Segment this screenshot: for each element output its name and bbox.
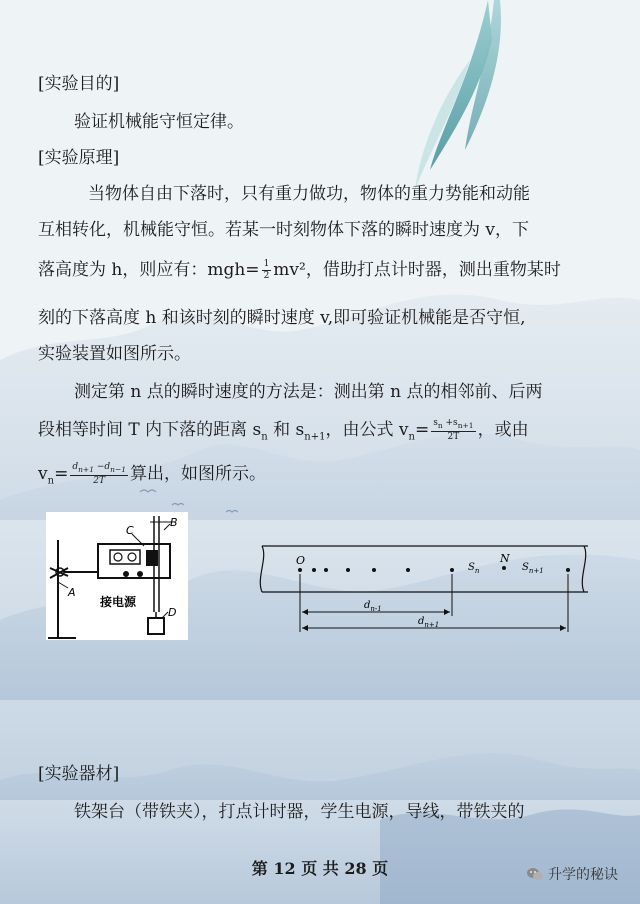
line7-pre: 段相等时间 T 内下落的距离 s [38, 420, 262, 440]
fraction-numerator: 1 [263, 259, 270, 269]
frac-sub-n: n [437, 420, 443, 430]
line8-eq: = [54, 464, 69, 484]
principle-line-7 [38, 418, 529, 449]
half-fraction [262, 259, 272, 282]
power-label: 接电源 [100, 595, 137, 609]
line8-post: 算出，如图所示。 [130, 464, 267, 484]
line3-post: mv²，借助打点计时器，测出重物某时 [273, 260, 561, 280]
sn1-letter: S [522, 562, 529, 573]
principle-heading: [实验原理] [38, 148, 120, 168]
wechat-icon [526, 867, 544, 881]
frac-sub-nm1: n−1 [110, 464, 127, 474]
line7-sub-n: n [261, 431, 268, 443]
dn1-letter: d [364, 600, 371, 611]
line8-sub-n: n [47, 475, 55, 487]
tape-label-sn1 [522, 562, 544, 575]
apparatus-label-a: A [68, 586, 76, 599]
sn-letter: S [468, 562, 475, 573]
tape-label-o: O [296, 554, 306, 567]
frac-s: s [433, 418, 438, 429]
sn1-subscript: n+1 [528, 567, 544, 575]
tape-figure [256, 542, 590, 642]
principle-line-4: 刻的下落高度 h 和该时刻的瞬时速度 v,即可验证机械能是否守恒, [38, 308, 526, 328]
tape-label-dn1 [364, 600, 382, 613]
line7-eq: = [414, 420, 430, 440]
principle-line-2: 互相转化，机械能守恒。若某一时刻物体下落的瞬时速度为 v，下 [38, 220, 530, 240]
line7-mid2: ，由公式 v [325, 420, 409, 440]
principle-line-1: 当物体自由下落时，只有重力做功，物体的重力势能和动能 [88, 184, 530, 204]
line7-post: ，或由 [477, 420, 529, 440]
distance-fraction [70, 462, 128, 487]
dn1-subscript: n-1 [370, 605, 382, 613]
watermark-text: 升学的秘诀 [548, 867, 618, 883]
fraction-denominator: 2 [263, 271, 270, 281]
frac-minus-d: −d [93, 462, 111, 473]
apparatus-label-b: B [170, 516, 178, 529]
line7-sub-n1: n+1 [304, 431, 326, 443]
principle-line-6: 测定第 n 点的瞬时速度的方法是：测出第 n 点的相邻前、后两 [74, 382, 543, 402]
tape-label-sn [468, 562, 480, 575]
feather-decoration [415, 0, 501, 190]
frac-sub-n1: n+1 [457, 420, 474, 430]
line7-sub-vn: n [408, 431, 415, 443]
watermark [526, 864, 618, 884]
line3-pre: 落高度为 h，则应有：mgh= [38, 260, 260, 280]
equipment-text: 铁架台（带铁夹），打点计时器，学生电源，导线，带铁夹的 [74, 802, 525, 822]
speed-fraction-numerator [431, 418, 475, 432]
principle-line-8 [38, 462, 266, 493]
apparatus-figure [46, 512, 188, 640]
speed-fraction-denominator: 2T [447, 431, 460, 442]
principle-line-3 [38, 258, 561, 282]
tape-label-n: N [500, 552, 510, 565]
purpose-heading: [实验目的] [38, 74, 120, 94]
speed-fraction [431, 418, 475, 443]
principle-line-5: 实验装置如图所示。 [38, 344, 191, 364]
apparatus-label-c: C [126, 524, 134, 537]
distance-fraction-denominator: 2T [93, 475, 106, 486]
purpose-text: 验证机械能守恒定律。 [74, 112, 244, 132]
frac-d: d [72, 462, 79, 473]
page-number: 第 12 页 共 28 页 [251, 859, 389, 878]
apparatus-label-d: D [168, 606, 177, 619]
equipment-heading: [实验器材] [38, 764, 120, 784]
line7-mid: 和 s [267, 420, 305, 440]
dn2-letter: d [418, 616, 425, 627]
sn-subscript: n [474, 567, 480, 575]
tape-label-dn2 [418, 616, 439, 629]
dn2-subscript: n+1 [424, 621, 440, 629]
frac-sub-n1: n+1 [78, 464, 94, 474]
line8-v: v [38, 464, 48, 484]
frac-plus-s: +s [442, 418, 458, 429]
distance-fraction-numerator [70, 462, 128, 476]
